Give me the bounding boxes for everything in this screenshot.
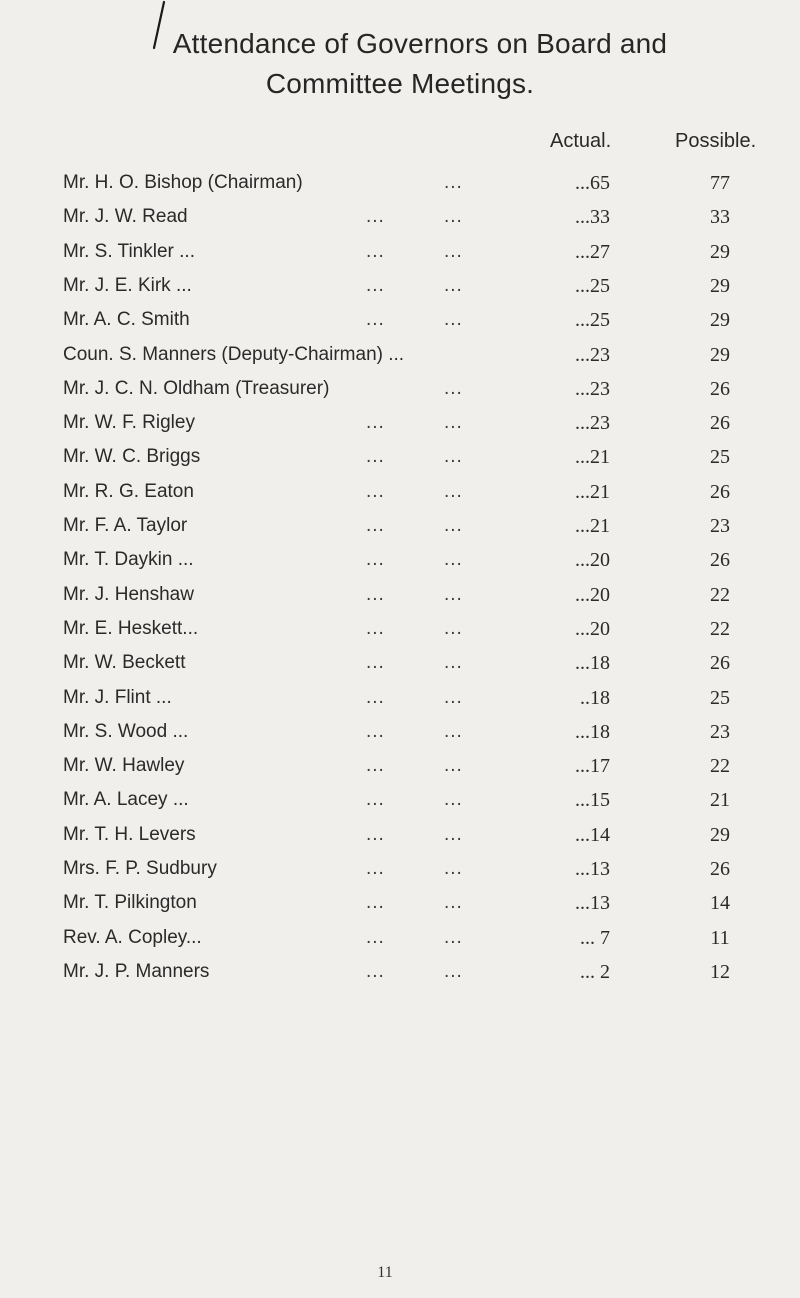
possible-attendance: 14 (710, 892, 730, 915)
leader-dots: ... (444, 549, 463, 571)
actual-attendance: ...13 (575, 892, 610, 915)
leader-dots: ... (366, 206, 385, 228)
page-title-line-2: Committee Meetings. (265, 68, 535, 99)
leader-dots: ... (444, 377, 463, 399)
leader-dots: ... (366, 446, 385, 468)
leader-dots: ... (366, 240, 385, 262)
actual-attendance: ...18 (575, 652, 610, 675)
leader-dots: ... (444, 686, 463, 708)
possible-attendance: 26 (710, 858, 730, 880)
governor-name: Mr. T. Pilkington (63, 892, 197, 914)
possible-attendance: 25 (710, 446, 730, 469)
leader-dots: ... (366, 583, 385, 605)
possible-attendance: 22 (710, 583, 730, 606)
actual-attendance: ...20 (575, 617, 610, 640)
table-row (0, 172, 800, 202)
governor-name: Mr. W. C. Briggs (63, 446, 201, 468)
table-row (0, 892, 800, 922)
governor-name: Mr. S. Tinkler ... (63, 240, 195, 262)
governor-name: Mr. W. Beckett (63, 652, 186, 674)
leader-dots: ... (444, 892, 463, 914)
possible-attendance: 29 (710, 823, 730, 846)
column-header-actual: Actual. (550, 130, 612, 152)
governor-name: Mr. F. A. Taylor (63, 515, 188, 536)
actual-attendance: ... 2 (580, 960, 610, 983)
actual-attendance: ...21 (575, 446, 610, 469)
table-row (0, 721, 800, 751)
table-row (0, 549, 800, 579)
possible-attendance: 22 (710, 617, 730, 640)
leader-dots: ... (366, 652, 385, 674)
leader-dots: ... (366, 412, 385, 434)
governor-name: Mr. J. W. Read (63, 206, 188, 228)
table-row (0, 824, 800, 854)
governor-name: Coun. S. Manners (Deputy-Chairman) ... (63, 343, 405, 365)
possible-attendance: 26 (710, 549, 730, 572)
actual-attendance: ... 7 (580, 926, 610, 949)
table-row (0, 618, 800, 648)
governor-name: Mrs. F. P. Sudbury (63, 858, 217, 879)
possible-attendance: 26 (710, 412, 730, 435)
table-row (0, 755, 800, 785)
actual-attendance: ...27 (575, 240, 610, 263)
leader-dots: ... (366, 549, 385, 571)
possible-attendance: 25 (710, 686, 730, 709)
table-row (0, 927, 800, 957)
table-row (0, 241, 800, 271)
actual-attendance: ...15 (575, 789, 610, 812)
leader-dots: ... (444, 960, 463, 982)
governor-name: Mr. R. G. Eaton (63, 480, 194, 502)
actual-attendance: ...14 (575, 823, 610, 846)
leader-dots: ... (366, 617, 385, 639)
leader-dots: ... (444, 480, 463, 502)
governor-name: Mr. J. Henshaw (63, 583, 194, 605)
leader-dots: ... (366, 720, 385, 742)
page-number: 11 (377, 1264, 393, 1281)
governor-name: Mr. J. C. N. Oldham (Treasurer) (63, 377, 330, 399)
leader-dots: ... (444, 515, 463, 536)
actual-attendance: ...21 (575, 480, 610, 503)
leader-dots: ... (366, 926, 385, 948)
leader-dots: ... (444, 789, 463, 811)
actual-attendance: ...21 (575, 515, 610, 537)
possible-attendance: 23 (710, 720, 730, 743)
governor-name: Mr. T. Daykin ... (63, 549, 194, 571)
actual-attendance: ...20 (575, 583, 610, 606)
leader-dots: ... (444, 446, 463, 468)
actual-attendance: ...25 (575, 274, 610, 297)
table-row (0, 446, 800, 476)
governor-name: Mr. J. E. Kirk ... (63, 274, 192, 296)
leader-dots: ... (366, 858, 385, 879)
leader-dots: ... (366, 480, 385, 502)
table-row (0, 481, 800, 511)
leader-dots: ... (444, 412, 463, 434)
leader-dots: ... (444, 240, 463, 262)
possible-attendance: 33 (710, 206, 730, 229)
leader-dots: ... (444, 823, 463, 845)
leader-dots: ... (444, 617, 463, 639)
governor-name: Rev. A. Copley... (63, 926, 202, 948)
possible-attendance: 77 (710, 172, 730, 194)
leader-dots: ... (366, 960, 385, 982)
governor-name: Mr. S. Wood ... (63, 720, 189, 742)
table-row (0, 412, 800, 442)
table-row (0, 789, 800, 819)
leader-dots: ... (366, 309, 385, 331)
possible-attendance: 26 (710, 652, 730, 675)
table-row (0, 584, 800, 614)
possible-attendance: 29 (710, 274, 730, 297)
actual-attendance: ...23 (575, 343, 610, 366)
leader-dots: ... (444, 583, 463, 605)
leader-dots: ... (366, 789, 385, 811)
possible-attendance: 26 (710, 377, 730, 400)
possible-attendance: 12 (710, 960, 730, 983)
possible-attendance: 23 (710, 515, 730, 537)
actual-attendance: ...17 (575, 755, 610, 778)
leader-dots: ... (444, 926, 463, 948)
table-row (0, 275, 800, 305)
actual-attendance: ...25 (575, 309, 610, 332)
leader-dots: ... (366, 274, 385, 296)
governor-name: Mr. W. F. Rigley (63, 412, 195, 434)
actual-attendance: ...33 (575, 206, 610, 229)
governor-name: Mr. H. O. Bishop (Chairman) (63, 172, 303, 193)
possible-attendance: 26 (710, 480, 730, 503)
leader-dots: ... (444, 274, 463, 296)
possible-attendance: 21 (710, 789, 730, 812)
leader-dots: ... (444, 309, 463, 331)
actual-attendance: ...20 (575, 549, 610, 572)
leader-dots: ... (444, 755, 463, 777)
possible-attendance: 22 (710, 755, 730, 778)
leader-dots: ... (366, 686, 385, 708)
governor-name: Mr. E. Heskett... (63, 617, 199, 639)
leader-dots: ... (444, 172, 463, 193)
actual-attendance: ...13 (575, 858, 610, 880)
column-header-possible: Possible. (675, 130, 757, 152)
table-row (0, 378, 800, 408)
possible-attendance: 29 (710, 343, 730, 366)
actual-attendance: ...65 (575, 172, 610, 194)
governor-name: Mr. A. C. Smith (63, 309, 190, 331)
leader-dots: ... (366, 515, 385, 536)
governor-name: Mr. J. P. Manners (63, 960, 210, 982)
leader-dots: ... (366, 755, 385, 777)
table-row (0, 687, 800, 717)
leader-dots: ... (444, 720, 463, 742)
actual-attendance: ...18 (575, 720, 610, 743)
table-row (0, 309, 800, 339)
leader-dots: ... (366, 823, 385, 845)
governor-name: Mr. W. Hawley (63, 755, 185, 777)
possible-attendance: 11 (710, 926, 730, 949)
table-row (0, 515, 800, 545)
page-title-line-1: Attendance of Governors on Board and (172, 28, 668, 59)
actual-attendance: ...23 (575, 412, 610, 435)
table-row (0, 344, 800, 374)
table-row (0, 858, 800, 888)
actual-attendance: ...23 (575, 377, 610, 400)
possible-attendance: 29 (710, 309, 730, 332)
leader-dots: ... (366, 892, 385, 914)
governor-name: Mr. T. H. Levers (63, 823, 196, 845)
governor-name: Mr. A. Lacey ... (63, 789, 189, 811)
actual-attendance: ..18 (580, 686, 610, 709)
table-row (0, 961, 800, 991)
governor-name: Mr. J. Flint ... (63, 686, 172, 708)
table-row (0, 206, 800, 236)
table-row (0, 652, 800, 682)
leader-dots: ... (444, 858, 463, 879)
leader-dots: ... (444, 206, 463, 228)
leader-dots: ... (444, 652, 463, 674)
possible-attendance: 29 (710, 240, 730, 263)
